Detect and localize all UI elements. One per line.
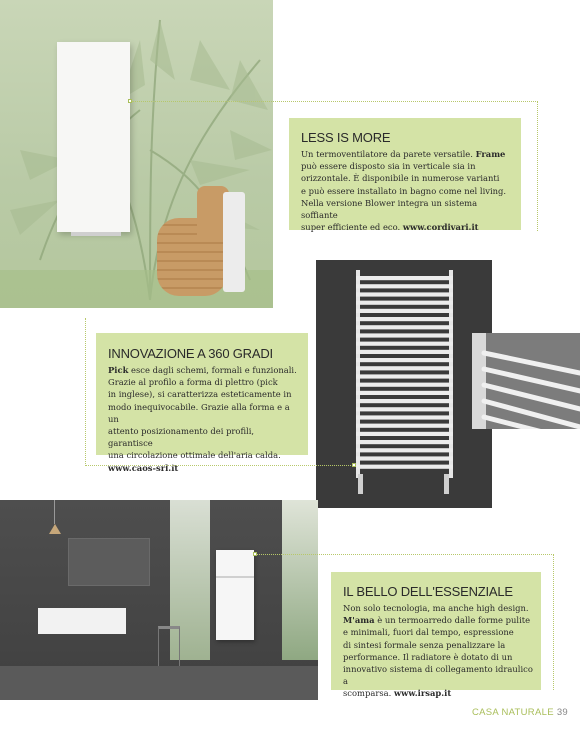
text-run: può essere disposto sia in verticale sia in [301,161,476,172]
block-title: INNOVAZIONE A 360 GRADI [108,346,273,361]
text-run: e può essere installato in bagno come nel living. [301,185,507,196]
photo-bathroom-mama [0,500,318,700]
photo-pick-detail [472,333,580,429]
bold-run: www.cordivari.it [402,222,479,233]
bold-run: M'ama [343,615,375,626]
leader-line [553,554,554,690]
text-run: orizzontale. È disponibile in numerose varianti [301,173,500,184]
text-run: super efficiente ed eco. [301,222,403,233]
pick-detail-rungs [472,333,580,429]
page-number: 39 [556,707,568,718]
block-body [301,148,511,233]
bold-run: Pick [108,365,129,375]
block-body [343,602,533,700]
text-run: scomparsa. [343,688,394,699]
block-title: IL BELLO DELL'ESSENZIALE [343,584,513,599]
frame-heater-vent [71,232,121,236]
block-innovazione [96,333,308,473]
mirror [68,538,150,586]
pendant-shade [49,524,61,534]
leader-line [257,554,554,555]
text-run: innovativo sistema di collegamento idraulico a [343,664,533,687]
text-run: è un termoarredo dalle forme pulite [374,615,531,626]
bold-run: Frame [475,149,506,159]
pick-radiator [316,260,492,508]
bold-run: www.irsap.it [393,688,452,699]
photo-frame-heater [0,0,273,308]
frame-heater-panel [57,42,130,232]
mama-radiator [216,550,254,640]
bold-run: www.caos-srl.it [108,462,179,473]
mama-radiator-split [216,576,254,578]
floor [0,666,318,700]
block-less-is-more [289,118,521,233]
leader-line [85,318,86,466]
block-body [108,364,298,474]
text-run: performance. Il radiatore è dotato di un [343,651,513,662]
text-run: di sintesi formale senza penalizzare la [343,639,506,650]
pendant-lamp [54,500,55,524]
text-run: Nella versione Blower integra un sistema soffiante [301,197,478,221]
text-run: in inglese), si caratterizza esteticamente in [108,389,292,400]
text-run: Grazie al profilo a forma di plettro (pick [108,377,278,388]
leader-line [537,101,538,231]
block-bello-essenziale [331,572,541,699]
text-run: una circolazione ottimale dell'aria calda. [108,450,281,461]
magazine-name: CASA NATURALE [471,707,554,718]
leader-line [85,465,353,466]
text-run: esce dagli schemi, formali e funzionali. [128,365,297,375]
leader-line [132,101,538,102]
text-run: modo inequivocabile. Grazie alla forma e a un [108,401,290,424]
text-run: attento posizionamento dei profili, garantisce [108,426,255,449]
text-run: Un termoventilatore da parete versatile. [301,149,476,159]
washbasin-cabinet [38,608,126,634]
stool [158,626,180,670]
window-view-right [282,500,318,660]
photo-pick-radiator [316,260,492,508]
block-title: LESS IS MORE [301,130,391,145]
towel [223,192,245,292]
page-folio [472,707,568,718]
text-run: e minimali, fuori dal tempo, espressione [343,627,514,638]
text-run: Non solo tecnologia, ma anche high design. [343,603,529,613]
